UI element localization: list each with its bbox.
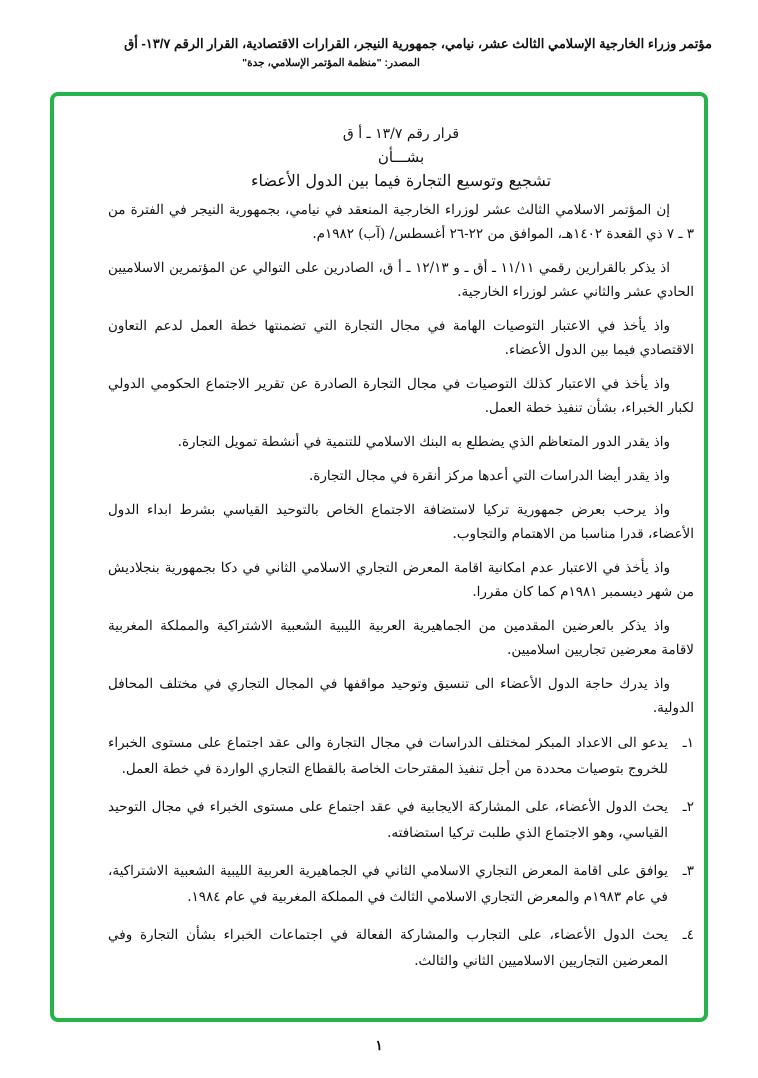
item-text: يحث الدول الأعضاء، على التجارب والمشاركة الفعالة في اجتماعات الخبراء بشأن التجارة وفي المعرضين التجاريين الاسلاميين الثاني والثالث. [108,927,668,969]
operative-item [108,922,694,974]
item-number: ٣ـ [682,863,694,879]
paragraph: إن المؤتمر الاسلامي الثالث عشر لوزراء الخارجية المنعقد في نيامي، بجمهورية النيجر في الفترة من ٣ ـ ٧ ذي القعدة ١٤٠٢هـ، الموافق من ٢٢-٢٦ أغسطس/ (آب) ١٩٨٢م. [108,202,694,242]
paragraph: واذ يأخذ في الاعتبار التوصيات الهامة في مجال التجارة التي تضمنتها خطة العمل لدعم التعاون الاقتصادي فيما بين الدول الأعضاء. [108,318,694,358]
resolution-number: قرار رقم ١٣/٧ ـ أ ق [342,126,460,142]
header-title: مؤتمر وزراء الخارجية الإسلامي الثالث عشر، نيامي، جمهورية النيجر، القرارات الاقتصادية، القرار الرقم ١٣/٧- أق [124,36,712,51]
item-number: ١ـ [682,735,694,751]
item-number: ٢ـ [682,799,694,815]
document-header [30,36,712,69]
paragraph: واذ يذكر بالعرضين المقدمين من الجماهيرية العربية الليبية الشعبية الاشتراكية والمملكة المغربية لاقامة معرضين تجاريين اسلاميين. [108,618,694,658]
operative-item [108,730,694,782]
item-number: ٤ـ [682,927,694,943]
paragraph: واذ يأخذ في الاعتبار عدم امكانية اقامة المعرض التجاري الاسلامي الثاني في دكا بجمهورية بنجلاديش من شهر ديسمبر ١٩٨١م كما كان مقررا. [108,560,694,600]
header-source: المصدر: "منظمة المؤتمر الإسلامي، جدة" [242,57,420,69]
resolution-body [108,122,694,986]
item-text: يدعو الى الاعداد المبكر لمختلف الدراسات في مجال التجارة والى عقد اجتماع على مستوى الخبراء للخروج بتوصيات محددة من أجل تنفيذ المقترحات الخاصة بالقطاع التجاري الواردة في خطة العمل. [108,735,668,777]
operative-item [108,858,694,910]
item-text: يوافق على اقامة المعرض التجاري الاسلامي الثاني في الجماهيرية العربية الليبية الشعبية الاشتراكية، في عام ١٩٨٣م والمعرض التجاري الاسلامي الثالث في المملكة المغربية في عام ١٩٨٤. [108,863,668,905]
resolution-subject: تشجيع وتوسيع التجارة فيما بين الدول الأعضاء [250,171,552,190]
paragraph: واذ يأخذ في الاعتبار كذلك التوصيات في مجال التجارة الصادرة عن تقرير الاجتماع الحكومي الدولي لكبار الخبراء، بشأن تنفيذ خطة العمل. [108,376,694,416]
paragraph: واذ يرحب بعرض جمهورية تركيا لاستضافة الاجتماع الخاص بالتوحيد القياسي بشرط ابداء الدول الأعضاء، قدرا مناسبا من الاهتمام والتجاوب. [108,502,694,542]
paragraph: واذ يدرك حاجة الدول الأعضاء الى تنسيق وتوحيد مواقفها في المجال التجاري في مختلف المحافل الدولية. [108,676,694,716]
paragraph: واذ يقدر الدور المتعاظم الذي يضطلع به البنك الاسلامي للتنمية في أنشطة تمويل التجارة. [177,434,670,450]
item-text: يحث الدول الأعضاء، على المشاركة الايجابية في عقد اجتماع على مستوى الخبراء في مجال التوحيد القياسي، وهو الاجتماع الذي طلبت تركيا استضافته. [108,799,668,841]
page-number: ١ [375,1038,383,1054]
paragraph: واذ يقدر أيضا الدراسات التي أعدها مركز أنقرة في مجال التجارة. [308,468,670,484]
paragraph: اذ يذكر بالقرارين رقمي ١١/١١ ـ أق ـ و ١٢/١٣ ـ أ ق، الصادرين على التوالي عن المؤتمرين الاسلاميين الحادي عشر والثاني عشر لوزراء الخارجية. [108,260,694,300]
regarding-label: بشـــأن [377,148,425,166]
operative-item [108,794,694,846]
